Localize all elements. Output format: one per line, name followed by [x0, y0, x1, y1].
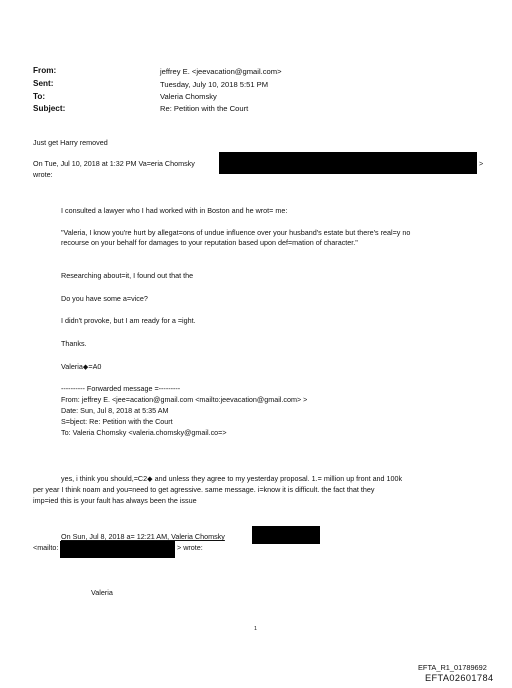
subject-value: Re: Petition with the Court: [160, 104, 249, 113]
lawyer-quote-line-2: recourse on your behalf for damages to your reputation based upon def=mation of character.": [61, 238, 358, 247]
forwarded-from: From: jeffrey E. <jee=acation@gmail.com <mailto:jeevacation@gmail.com> >: [61, 395, 308, 404]
forwarded-to: To: Valeria Chomsky <valeria.chomsky@gmail.co=>: [61, 428, 227, 437]
redaction-box: [60, 541, 175, 558]
wrote-label: wrote:: [33, 170, 53, 179]
sent-value: Tuesday, July 10, 2018 5:51 PM: [160, 80, 269, 89]
redaction-box: [252, 526, 320, 544]
wrote-label-2: > wrote:: [177, 543, 203, 552]
quote-intro-tail: >: [479, 159, 484, 168]
body-paragraph: Do you have some a=vice?: [61, 294, 148, 303]
forwarded-title: ---------- Forwarded message =---------: [61, 384, 181, 393]
quote-intro: On Tue, Jul 10, 2018 at 1:32 PM Va=eria Chomsky: [33, 159, 195, 168]
from-value: jeffrey E. <jeevacation@gmail.com>: [160, 67, 282, 76]
body-paragraph: I consulted a lawyer who I had worked with in Boston and he wrot= me:: [61, 206, 288, 215]
mailto-label: <mailto:: [33, 543, 59, 552]
redaction-box: [219, 152, 477, 174]
sent-label: Sent:: [33, 79, 54, 88]
quote-intro-2: On Sun, Jul 8, 2018 a= 12:21 AM, Valeria Chomsky: [61, 532, 225, 541]
body-paragraph: Thanks.: [61, 339, 87, 348]
subject-label: Subject:: [33, 104, 66, 113]
signature-line: Valeria◆=A0: [61, 362, 102, 371]
bates-number: EFTA02601784: [425, 673, 494, 683]
forwarded-date: Date: Sun, Jul 8, 2018 at 5:35 AM: [61, 406, 169, 415]
reply-line-3: imp=ied this is your fault has always been the issue: [33, 496, 197, 505]
reply-line: Just get Harry removed: [33, 138, 108, 147]
forwarded-subject: S=bject: Re: Petition with the Court: [61, 417, 173, 426]
lawyer-quote-line-1: "Valeria, I know you're hurt by allegat=ons of undue influence over your husband's estate but there's real=y no: [61, 228, 411, 237]
body-paragraph: I didn't provoke, but I am ready for a =ight.: [61, 316, 196, 325]
to-value: Valeria Chomsky: [160, 92, 217, 101]
from-label: From:: [33, 66, 57, 75]
reply-line-1: yes, i think you should,=C2◆ and unless they agree to my yesterday proposal. 1.= million up front and 100k: [61, 474, 403, 483]
page-number: 1: [254, 626, 258, 632]
document-id: EFTA_R1_01789692: [418, 663, 487, 672]
signature-name: Valeria: [91, 588, 113, 597]
to-label: To:: [33, 92, 46, 101]
body-paragraph: Researching about=it, I found out that the: [61, 271, 194, 280]
reply-line-2: per year I think noam and you=need to get agressive. same message. i=know it is difficult. the fact that they: [33, 485, 375, 494]
